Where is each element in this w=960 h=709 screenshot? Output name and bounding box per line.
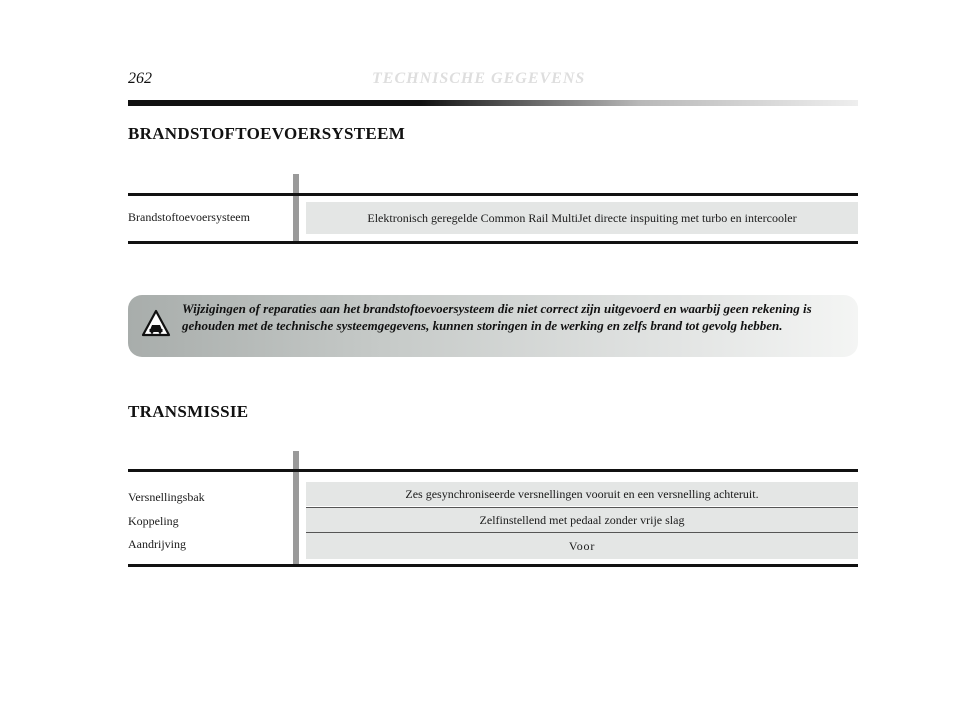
- section-title-fuel: BRANDSTOFTOEVOERSYSTEEM: [128, 124, 406, 143]
- row-label-drive: Aandrijving: [128, 537, 186, 551]
- row-label-fuel-system: Brandstoftoevoersysteem: [128, 210, 250, 224]
- running-title: TECHNISCHE GEGEVENS: [372, 70, 586, 87]
- row-label-gearbox: Versnellingsbak: [128, 490, 205, 504]
- header-rule: [128, 100, 858, 106]
- transmission-table: [128, 451, 858, 571]
- warning-box: [128, 295, 858, 357]
- warning-triangle-icon: [141, 309, 171, 337]
- table-top-rule: [128, 469, 858, 472]
- page-number: 262: [128, 70, 152, 87]
- row-value-fuel-system: Elektronisch geregelde Common Rail MultiJet directe inspuiting met turbo en intercooler: [306, 202, 858, 234]
- table-divider: [293, 174, 299, 244]
- row-value-gearbox: Zes gesynchroniseerde versnellingen vooruit en een versnelling achteruit.: [306, 482, 858, 506]
- warning-text: Wijzigingen of reparaties aan het brandstoftoevoersysteem die niet correct zijn uitgevoerd en waarbij geen rekening is gehouden met de technische systeemgegevens, kunnen storingen in de werking en zelfs brand tot gevolg hebben.: [182, 301, 812, 333]
- row-value-drive: Voor: [306, 533, 858, 559]
- section-title-transmission: TRANSMISSIE: [128, 402, 249, 421]
- row-value-clutch: Zelfinstellend met pedaal zonder vrije slag: [306, 508, 858, 532]
- row-label-clutch: Koppeling: [128, 514, 179, 528]
- table-bottom-rule: [128, 564, 858, 567]
- table-top-rule: [128, 193, 858, 196]
- fuel-table: [128, 174, 858, 246]
- table-bottom-rule: [128, 241, 858, 244]
